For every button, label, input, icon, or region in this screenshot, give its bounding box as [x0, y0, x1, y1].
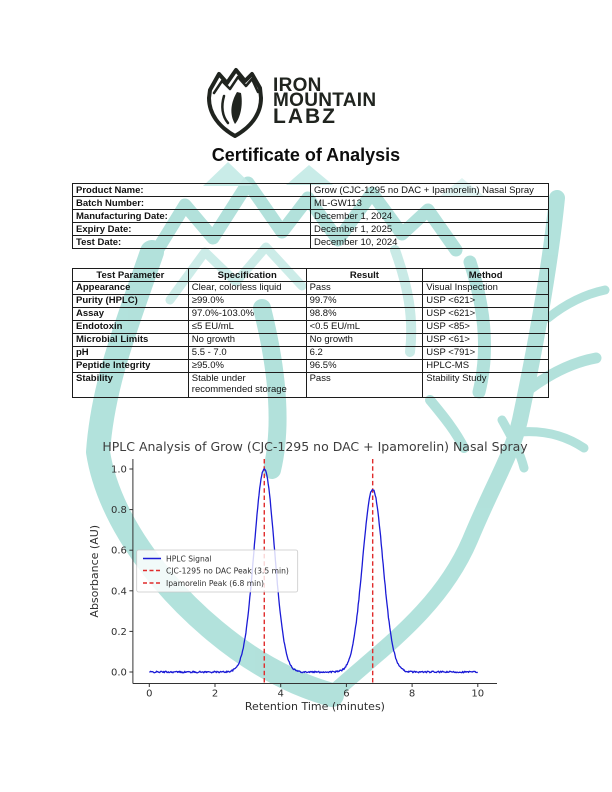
table-row	[73, 334, 549, 347]
specification: Clear, colorless liquid	[188, 282, 306, 295]
result: 98.8%	[306, 308, 423, 321]
info-label: Expiry Date:	[73, 223, 311, 236]
test-parameter: Endotoxin	[73, 321, 189, 334]
x-tick-label: 2	[211, 688, 219, 700]
logo-word-iron: IRON	[273, 75, 322, 96]
test-parameter: Stability	[73, 373, 189, 398]
result: <0.5 EU/mL	[306, 321, 423, 334]
info-value: December 1, 2025	[311, 223, 549, 236]
table-row	[73, 223, 549, 236]
test-parameter: Assay	[73, 308, 189, 321]
method: USP <621>	[423, 295, 549, 308]
info-value: December 1, 2024	[311, 210, 549, 223]
x-tick-label: 8	[408, 688, 416, 700]
company-logo	[206, 66, 376, 140]
table-row	[73, 321, 549, 334]
specification: ≥95.0%	[188, 360, 306, 373]
result: Pass	[306, 373, 423, 398]
x-axis-label: Retention Time (minutes)	[244, 700, 385, 713]
logo-wordmark	[273, 66, 376, 140]
y-tick-label: 0.4	[110, 586, 127, 598]
test-parameter: Appearance	[73, 282, 189, 295]
table-row	[73, 197, 549, 210]
y-tick-label: 0.2	[110, 626, 127, 638]
mountain-shield-icon	[206, 66, 264, 140]
y-tick-label: 0.0	[110, 667, 127, 679]
test-parameter: Purity (HPLC)	[73, 295, 189, 308]
y-tick-label: 0.8	[110, 505, 127, 517]
result: 96.5%	[306, 360, 423, 373]
info-value: December 10, 2024	[311, 236, 549, 249]
product-info-table	[72, 183, 549, 249]
x-tick-label: 0	[146, 688, 153, 700]
test-results-table	[72, 268, 549, 398]
table-row	[73, 236, 549, 249]
info-label: Batch Number:	[73, 197, 311, 210]
y-tick-label: 0.6	[110, 545, 127, 557]
legend-label: CJC-1295 no DAC Peak (3.5 min)	[166, 566, 289, 576]
result: No growth	[306, 334, 423, 347]
y-axis-label: Absorbance (AU)	[88, 524, 101, 618]
x-tick-label: 4	[277, 688, 284, 700]
legend-label: Ipamorelin Peak (6.8 min)	[166, 578, 265, 588]
info-label: Product Name:	[73, 184, 311, 197]
table-row	[73, 360, 549, 373]
info-label: Manufacturing Date:	[73, 210, 311, 223]
table-row	[73, 295, 549, 308]
result: 99.7%	[306, 295, 423, 308]
method: Stability Study	[423, 373, 549, 398]
table-row	[73, 184, 549, 197]
method: USP <85>	[423, 321, 549, 334]
result: 6.2	[306, 347, 423, 360]
table-row	[73, 373, 549, 398]
test-parameter: pH	[73, 347, 189, 360]
result: Pass	[306, 282, 423, 295]
method: USP <621>	[423, 308, 549, 321]
table-row	[73, 347, 549, 360]
legend-label: HPLC Signal	[166, 554, 212, 564]
specification: 97.0%-103.0%	[188, 308, 306, 321]
table-header-row	[73, 269, 549, 282]
column-header: Method	[423, 269, 549, 282]
y-tick-label: 1.0	[110, 464, 127, 476]
specification: ≥99.0%	[188, 295, 306, 308]
info-label: Test Date:	[73, 236, 311, 249]
method: HPLC-MS	[423, 360, 549, 373]
method: USP <791>	[423, 347, 549, 360]
method: Visual Inspection	[423, 282, 549, 295]
test-parameter: Microbial Limits	[73, 334, 189, 347]
info-value: Grow (CJC-1295 no DAC + Ipamorelin) Nasal Spray	[311, 184, 549, 197]
table-row	[73, 210, 549, 223]
x-tick-label: 10	[471, 688, 485, 700]
x-tick-label: 6	[343, 688, 350, 700]
method: USP <61>	[423, 334, 549, 347]
logo-word-labz: LABZ	[273, 105, 337, 128]
column-header: Result	[306, 269, 423, 282]
table-row	[73, 282, 549, 295]
chart-title: HPLC Analysis of Grow (CJC-1295 no DAC + Ipamorelin) Nasal Spray	[102, 439, 528, 454]
column-header: Specification	[188, 269, 306, 282]
table-row	[73, 308, 549, 321]
specification: No growth	[188, 334, 306, 347]
info-value: ML-GW113	[311, 197, 549, 210]
specification: 5.5 - 7.0	[188, 347, 306, 360]
hplc-chromatogram-chart	[57, 437, 557, 727]
document-title: Certificate of Analysis	[211, 145, 401, 165]
column-header: Test Parameter	[73, 269, 189, 282]
specification: ≤5 EU/mL	[188, 321, 306, 334]
test-parameter: Peptide Integrity	[73, 360, 189, 373]
chart-canvas	[57, 437, 557, 727]
specification: Stable under recommended storage	[188, 373, 306, 398]
logo-word-mountain: MOUNTAIN	[273, 90, 377, 111]
